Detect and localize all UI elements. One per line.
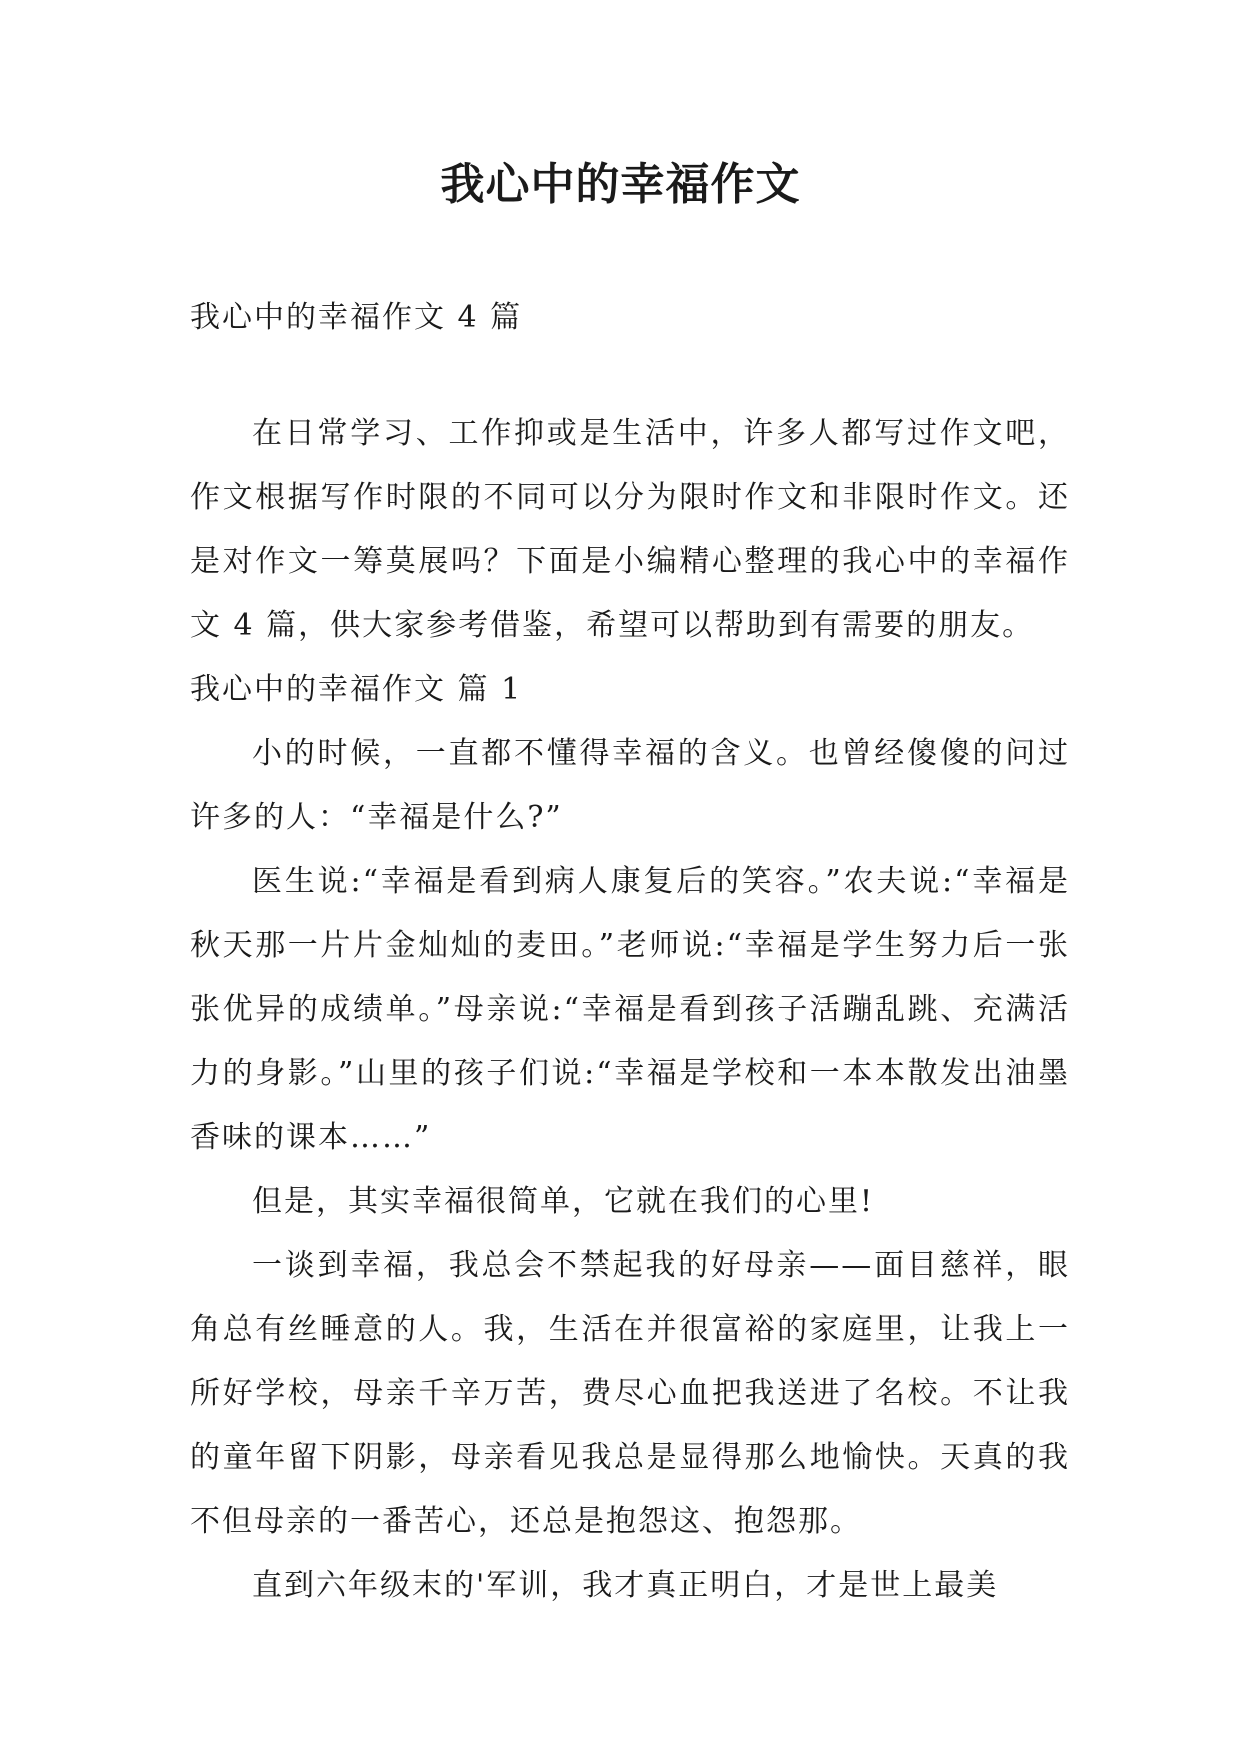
body-paragraph: 直到六年级末的'军训，我才真正明白，才是世上最美 [252,1568,999,1603]
document-subtitle: 我心中的幸福作文 4 篇 [190,300,523,335]
document-body [190,402,1070,1618]
body-paragraph: 但是，其实幸福很简单，它就在我们的心里! [252,1184,875,1219]
section-heading: 我心中的幸福作文 篇 1 [190,672,523,707]
intro-paragraph: 在日常学习、工作抑或是生活中，许多人都写过作文吧，作文根据写作时限的不同可以分为限时作文和非限时作文。还是对作文一筹莫展吗？下面是小编精心整理的我心中的幸福作文 4 篇，供大家参考借鉴，希望可以帮助到有需要的朋友。 [190,416,1070,643]
body-paragraph: 一谈到幸福，我总会不禁起我的好母亲——面目慈祥，眼角总有丝睡意的人。我，生活在并很富裕的家庭里，让我上一所好学校，母亲千辛万苦，费尽心血把我送进了名校。不让我的童年留下阴影，母亲看见我总是显得那么地愉快。天真的我不但母亲的一番苦心，还总是抱怨这、抱怨那。 [190,1248,1070,1539]
document-title: 我心中的幸福作文 [440,159,801,210]
body-paragraph: 医生说:“幸福是看到病人康复后的笑容。”农夫说:“幸福是秋天那一片片金灿灿的麦田。”老师说:“幸福是学生努力后一张张优异的成绩单。”母亲说:“幸福是看到孩子活蹦乱跳、充满活力的身影。”山里的孩子们说:“幸福是学校和一本本散发出油墨香味的课本……” [190,864,1070,1155]
body-paragraph: 小的时候，一直都不懂得幸福的含义。也曾经傻傻的问过许多的人：“幸福是什么?” [190,736,1070,835]
